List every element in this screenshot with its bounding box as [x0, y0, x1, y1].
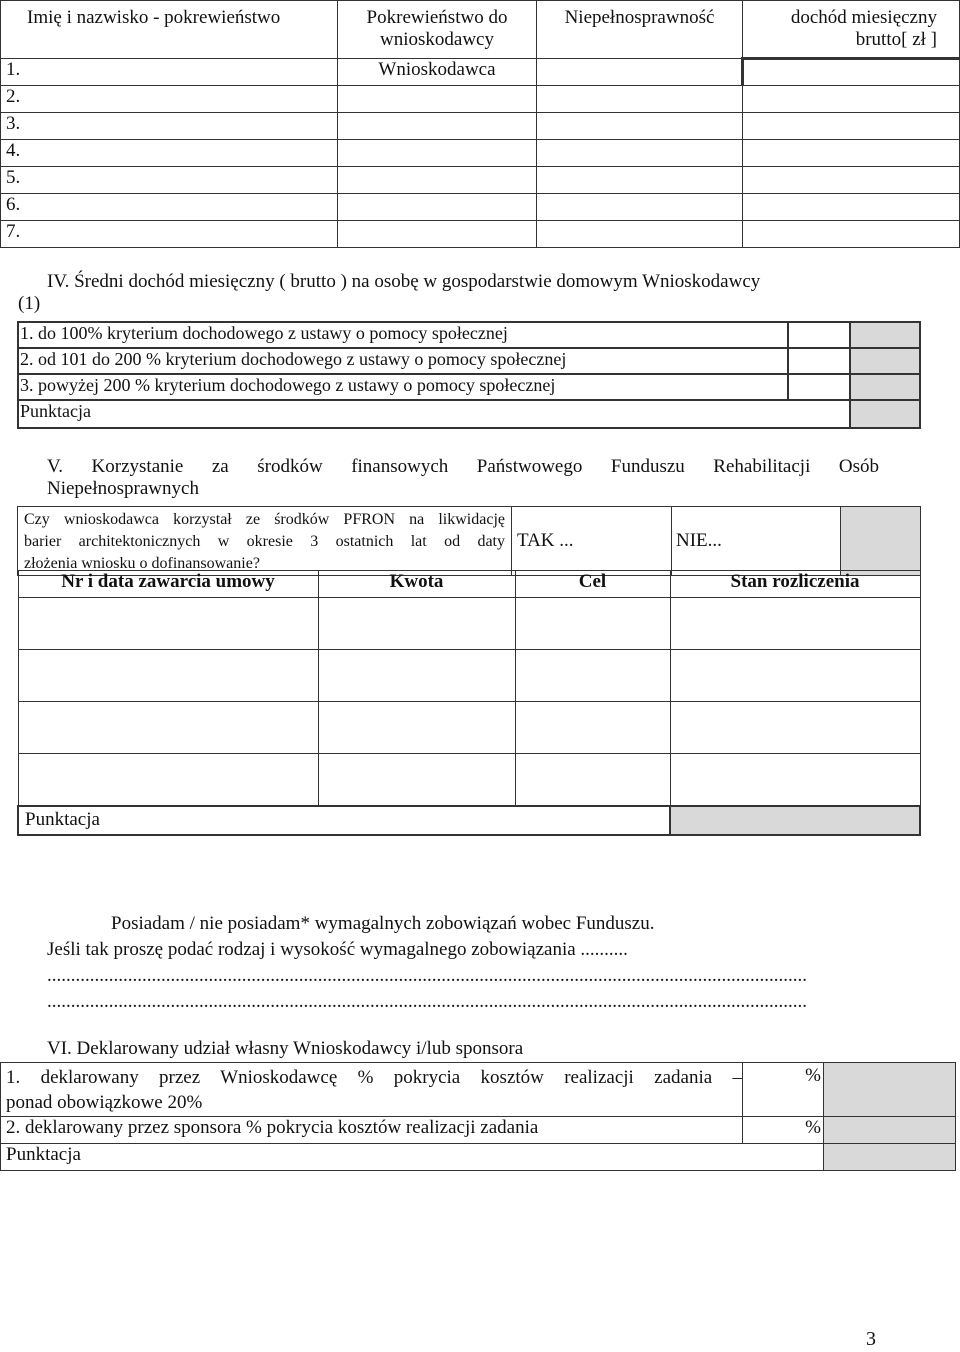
own-contribution-table	[0, 1062, 956, 1171]
row-disability-cell[interactable]	[537, 59, 743, 86]
pfron-question-line1: Czy wnioskodawca korzystał ze środków PFRON na likwidację	[24, 511, 505, 528]
criteria-score-total	[850, 400, 920, 428]
criteria-option-3: 3. powyżej 200 % kryterium dochodowego z ustawy o pomocy społecznej	[18, 374, 788, 400]
pfron-score	[841, 507, 921, 576]
criteria-score-1	[850, 322, 920, 348]
section4-heading	[18, 271, 897, 315]
section4-heading-line1: IV. Średni dochód miesięczny ( brutto ) na osobę w gospodarstwie domowym Wnioskodawcy	[47, 271, 761, 292]
section5-heading	[47, 456, 879, 500]
contracts-header-purpose: Cel	[515, 571, 670, 598]
pfron-question	[18, 507, 512, 576]
obligation-line1: Posiadam / nie posiadam* wymagalnych zobowiązań wobec Funduszu.	[111, 913, 655, 934]
row-disability-cell[interactable]	[537, 221, 743, 248]
contracts-cell[interactable]	[515, 598, 670, 650]
row-income-cell[interactable]	[743, 113, 960, 140]
criteria-score-3	[850, 374, 920, 400]
percent-sign: %	[805, 1117, 821, 1138]
row-income-cell[interactable]	[743, 167, 960, 194]
row-income-cell[interactable]	[743, 140, 960, 167]
obligation-text	[47, 911, 879, 1015]
contracts-cell[interactable]	[318, 650, 515, 702]
pfron-question-table	[17, 506, 921, 576]
contribution-row2-score	[824, 1117, 956, 1144]
header-name: Imię i nazwisko - pokrewieństwo	[1, 1, 338, 59]
contracts-cell[interactable]	[18, 754, 318, 806]
pfron-yes-label: TAK ...	[517, 530, 574, 551]
row-relation-cell[interactable]	[338, 221, 537, 248]
row-num: 4.	[1, 140, 338, 167]
percent-sign: %	[805, 1065, 821, 1086]
pfron-yes-option[interactable]	[512, 507, 672, 576]
contracts-cell[interactable]	[18, 598, 318, 650]
section5-heading-line1: V. Korzystanie za środków finansowych Państwowego Funduszu Rehabilitacji Osób	[47, 456, 879, 477]
criteria-check-1[interactable]	[788, 322, 850, 348]
row-income-cell[interactable]	[743, 86, 960, 113]
contracts-cell[interactable]	[18, 702, 318, 754]
contribution-row1-line1: 1. deklarowany przez Wnioskodawcę % pokrycia kosztów realizacji zadania –	[6, 1067, 742, 1088]
contribution-row1-value[interactable]	[743, 1063, 824, 1117]
contracts-cell[interactable]	[670, 754, 920, 806]
contracts-cell[interactable]	[515, 702, 670, 754]
contribution-row1-line2: ponad obowiązkowe 20%	[6, 1092, 203, 1113]
criteria-option-1: 1. do 100% kryterium dochodowego z ustawy o pomocy społecznej	[18, 322, 788, 348]
contracts-cell[interactable]	[670, 598, 920, 650]
contribution-row2-text: 2. deklarowany przez sponsora % pokrycia kosztów realizacji zadania	[1, 1117, 743, 1144]
contracts-cell[interactable]	[318, 598, 515, 650]
page-number: 3	[866, 1328, 876, 1350]
criteria-check-2[interactable]	[788, 348, 850, 374]
obligation-line2: Jeśli tak proszę podać rodzaj i wysokość wymagalnego zobowiązania ..........	[47, 939, 628, 960]
contribution-score-total	[824, 1144, 956, 1171]
pfron-contracts-table	[17, 570, 921, 836]
row-disability-cell[interactable]	[537, 86, 743, 113]
row-num: 2.	[1, 86, 338, 113]
contracts-cell[interactable]	[515, 650, 670, 702]
criteria-score-2	[850, 348, 920, 374]
pfron-question-line3: złożenia wniosku o dofinansowanie?	[24, 555, 260, 572]
row-income-cell[interactable]	[743, 59, 960, 86]
header-disability: Niepełnosprawność	[537, 1, 743, 59]
row-relation-cell[interactable]	[338, 113, 537, 140]
contracts-cell[interactable]	[318, 702, 515, 754]
contracts-cell[interactable]	[318, 754, 515, 806]
row-num: 1.	[1, 59, 338, 86]
income-criteria-table	[17, 321, 921, 429]
row-disability-cell[interactable]	[537, 113, 743, 140]
contribution-row1-score	[824, 1063, 956, 1117]
contracts-header-nr: Nr i data zawarcia umowy	[18, 571, 318, 598]
contracts-cell[interactable]	[670, 702, 920, 754]
contracts-cell[interactable]	[670, 650, 920, 702]
row-num: 6.	[1, 194, 338, 221]
contracts-cell[interactable]	[515, 754, 670, 806]
row-relation: Wnioskodawca	[338, 59, 537, 86]
criteria-option-2: 2. od 101 do 200 % kryterium dochodowego z ustawy o pomocy społecznej	[18, 348, 788, 374]
row-disability-cell[interactable]	[537, 194, 743, 221]
criteria-check-3[interactable]	[788, 374, 850, 400]
row-num: 7.	[1, 221, 338, 248]
section6-heading: VI. Deklarowany udział własny Wnioskodawcy i/lub sponsora	[47, 1038, 524, 1059]
row-income-cell[interactable]	[743, 221, 960, 248]
contracts-header-status: Stan rozliczenia	[670, 571, 920, 598]
pfron-question-line2: barier architektonicznych w okresie 3 ostatnich lat od daty	[24, 533, 505, 550]
contribution-row1-text	[1, 1063, 743, 1117]
contribution-score-label: Punktacja	[1, 1144, 824, 1171]
obligation-dots-2[interactable]: ................................................................................................................................................................	[47, 991, 807, 1012]
row-relation-cell[interactable]	[338, 194, 537, 221]
row-relation-cell[interactable]	[338, 140, 537, 167]
pfron-no-label: NIE...	[676, 530, 722, 551]
section4-heading-line2: (1)	[18, 293, 41, 314]
header-relation: Pokrewieństwo do wnioskodawcy	[338, 1, 537, 59]
row-income-cell[interactable]	[743, 194, 960, 221]
contracts-score	[670, 806, 920, 835]
header-income: dochód miesięczny brutto[ zł ]	[743, 1, 960, 59]
row-relation-cell[interactable]	[338, 167, 537, 194]
contracts-score-label: Punktacja	[18, 806, 670, 835]
household-table	[0, 0, 960, 248]
row-num: 3.	[1, 113, 338, 140]
obligation-dots-1[interactable]: ................................................................................................................................................................	[47, 965, 807, 986]
pfron-no-option[interactable]	[672, 507, 841, 576]
row-relation-cell[interactable]	[338, 86, 537, 113]
contracts-cell[interactable]	[18, 650, 318, 702]
contribution-row2-value[interactable]	[743, 1117, 824, 1144]
row-disability-cell[interactable]	[537, 167, 743, 194]
section5-heading-line2: Niepełnosprawnych	[47, 478, 199, 499]
row-num: 5.	[1, 167, 338, 194]
row-disability-cell[interactable]	[537, 140, 743, 167]
criteria-score-label: Punktacja	[18, 400, 850, 428]
contracts-header-amount: Kwota	[318, 571, 515, 598]
